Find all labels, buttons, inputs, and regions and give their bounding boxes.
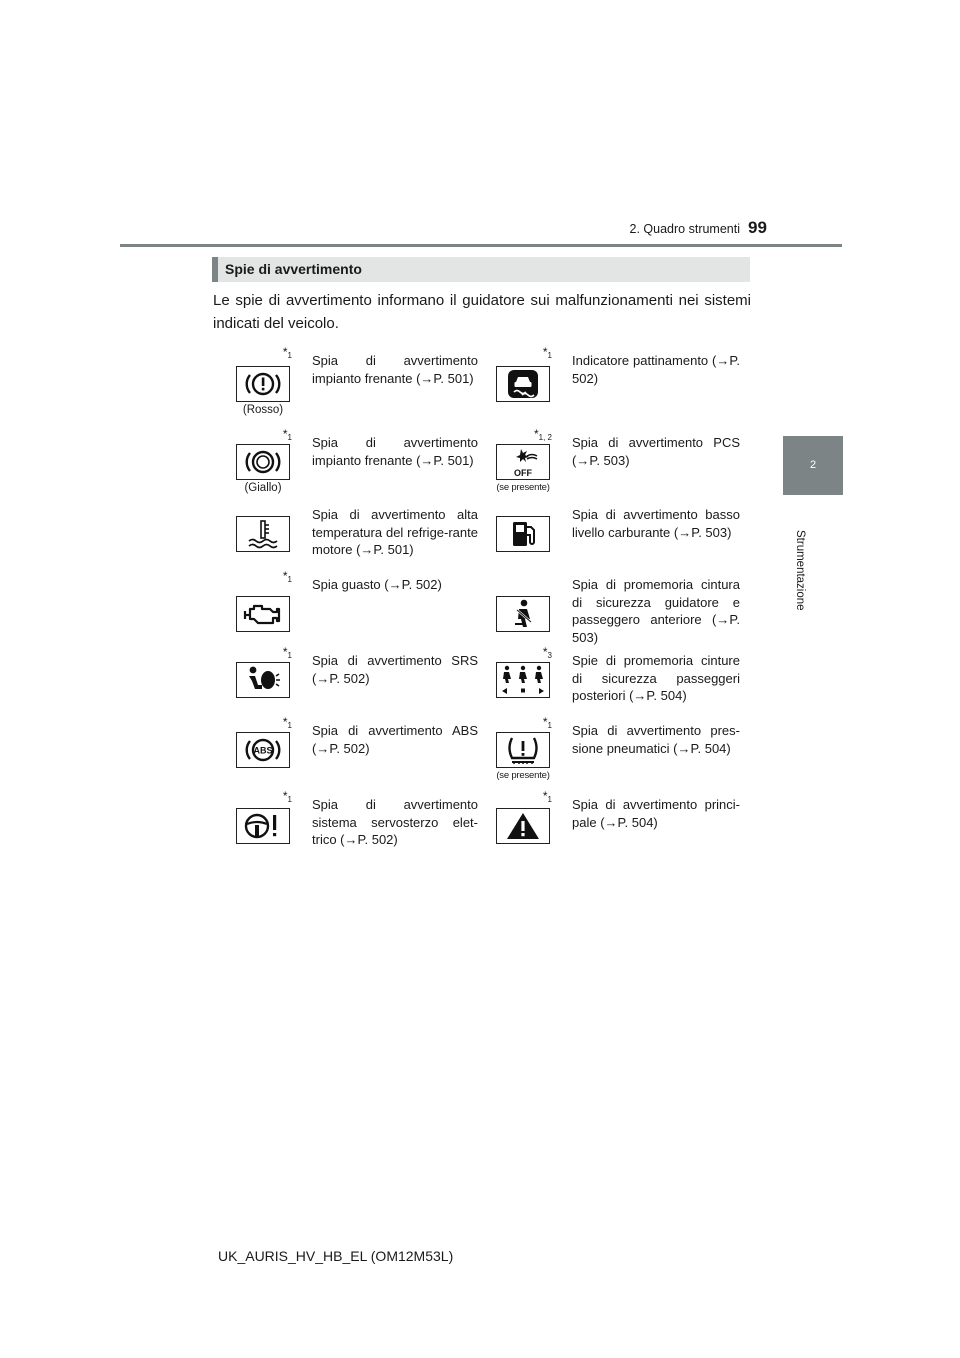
svg-text:OFF: OFF (514, 468, 532, 478)
footnote-star: * (282, 345, 288, 359)
footnote-number: 1 (287, 651, 292, 660)
warning-description: Spie di promemoria cinture di sicurezza passeggeri posteriori (→P. 504) (572, 653, 740, 703)
master-warning-icon (503, 810, 543, 842)
section-title-bar (212, 257, 750, 282)
chapter-label: Strumentazione (794, 530, 806, 611)
section-header: 2. Quadro strumenti (629, 222, 740, 236)
footnote-number: 1 (287, 351, 292, 360)
power-steering-warning-indicator-box (236, 808, 290, 844)
footnote-mark (522, 645, 552, 659)
icon-caption: (Giallo) (244, 482, 282, 494)
footnote-star: * (542, 645, 548, 659)
footnote-number: 1 (287, 575, 292, 584)
warning-description: Spia di avvertimento impianto frenante (→P. 501) (312, 435, 478, 468)
footnote-mark (522, 715, 552, 729)
title-accent (212, 257, 218, 282)
document-code: UK_AURIS_HV_HB_EL (OM12M53L) (218, 1248, 454, 1264)
footnote-number: 1 (287, 795, 292, 804)
icon-caption: (se presente) (496, 482, 550, 493)
warning-description: Spia di avvertimento ABS (→P. 502) (312, 723, 478, 756)
coolant-temperature-icon (243, 518, 283, 550)
footnote-mark (262, 427, 292, 441)
page-number: 99 (748, 218, 767, 237)
footnote-mark (262, 715, 292, 729)
pcs-warning-icon (501, 446, 545, 478)
fuel-pump-icon (505, 518, 541, 550)
warning-description: Spia di avvertimento alta temperatura del refrige-rante motore (→P. 501) (312, 507, 478, 557)
footnote-number: 3 (547, 651, 552, 660)
icon-caption: (se presente) (496, 770, 550, 781)
brake-system-warning-indicator-box (236, 366, 290, 402)
footnote-number: 1 (287, 433, 292, 442)
brake-system-warning-icon (241, 369, 285, 399)
footnote-mark (262, 569, 292, 583)
footnote-number: 1 (287, 721, 292, 730)
intro-paragraph: Le spie di avvertimento informano il guidatore sui malfunzionamenti nei sistemi indicati del veicolo. (213, 292, 751, 332)
section-title: Spie di avvertimento (225, 261, 362, 277)
warning-description: Spia di avvertimento basso livello carburante (→P. 503) (572, 507, 740, 540)
footnote-star: * (282, 789, 288, 803)
footnote-number: 1 (547, 721, 552, 730)
srs-airbag-indicator-box (236, 662, 290, 698)
footnote-mark (262, 345, 292, 359)
footnote-star: * (542, 789, 548, 803)
warning-description: Spia di avvertimento sistema servosterzo elet-trico (→P. 502) (312, 797, 478, 847)
footnote-mark (522, 789, 552, 803)
chapter-tab: 2 (783, 436, 843, 495)
rear-seatbelt-reminder-indicator-box (496, 662, 550, 698)
pcs-warning-indicator-box (496, 444, 550, 480)
footnote-number: 1, 2 (538, 433, 552, 442)
brake-system-warning-yellow-indicator-box (236, 444, 290, 480)
fuel-pump-indicator-box (496, 516, 550, 552)
warning-description: Spia di avvertimento pres-sione pneumatici (→P. 504) (572, 723, 740, 756)
warning-description: Spia di promemoria cintura di sicurezza guidatore e passeggero anteriore (→P. 503) (572, 577, 740, 645)
master-warning-indicator-box (496, 808, 550, 844)
warning-description: Spia di avvertimento impianto frenante (→P. 501) (312, 353, 478, 386)
warning-description: Indicatore pattinamento (→P. 502) (572, 353, 740, 386)
footnote-mark (522, 427, 552, 441)
footnote-number: 1 (547, 351, 552, 360)
slip-indicator-indicator-box (496, 366, 550, 402)
check-engine-indicator-box (236, 596, 290, 632)
check-engine-icon (241, 599, 285, 629)
header-rule (120, 244, 842, 247)
seatbelt-reminder-indicator-box (496, 596, 550, 632)
tire-pressure-icon (503, 734, 543, 766)
footnote-mark (522, 345, 552, 359)
srs-airbag-icon (241, 664, 285, 696)
footnote-mark (262, 645, 292, 659)
warning-description: Spia guasto (→P. 502) (312, 577, 442, 592)
abs-warning-icon (241, 735, 285, 765)
svg-text:ABS: ABS (253, 745, 273, 756)
warning-description: Spia di avvertimento PCS (→P. 503) (572, 435, 740, 468)
tire-pressure-indicator-box (496, 732, 550, 768)
warning-description: Spia di avvertimento princi-pale (→P. 504) (572, 797, 740, 830)
seatbelt-reminder-icon (503, 598, 543, 630)
warning-description: Spia di avvertimento SRS (→P. 502) (312, 653, 478, 686)
footnote-star: * (282, 645, 288, 659)
footnote-star: * (533, 427, 539, 441)
footnote-star: * (282, 569, 288, 583)
footnote-star: * (282, 427, 288, 441)
coolant-temperature-indicator-box (236, 516, 290, 552)
footnote-star: * (282, 715, 288, 729)
power-steering-warning-icon (240, 810, 286, 842)
brake-system-warning-yellow-icon (241, 447, 285, 477)
abs-warning-indicator-box (236, 732, 290, 768)
icon-caption: (Rosso) (242, 404, 284, 416)
footnote-mark (262, 789, 292, 803)
footnote-star: * (542, 345, 548, 359)
rear-seatbelt-reminder-icon (498, 664, 548, 696)
footnote-number: 1 (547, 795, 552, 804)
footnote-star: * (542, 715, 548, 729)
slip-indicator-icon (505, 368, 541, 400)
